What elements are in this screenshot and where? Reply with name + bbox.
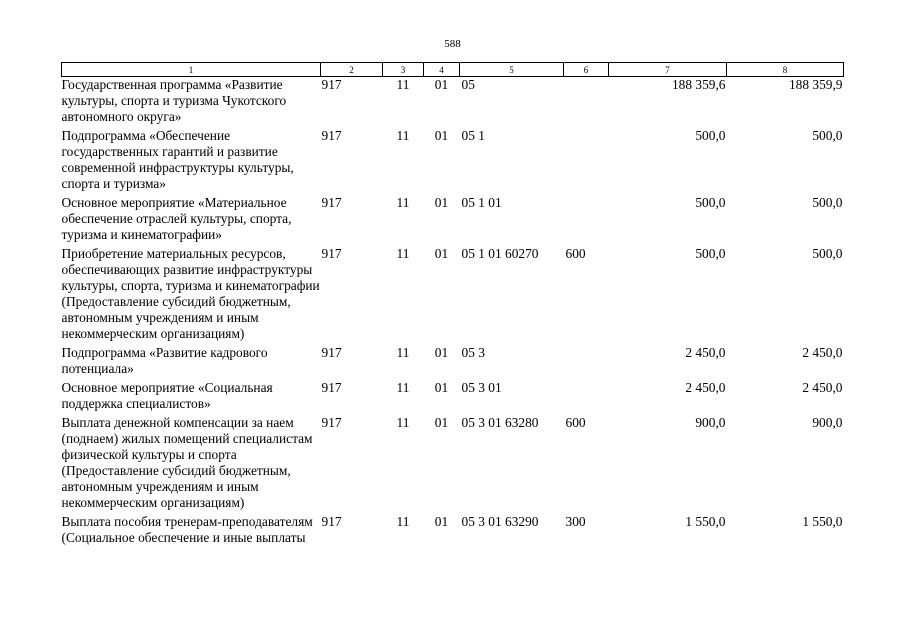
table-row: [62, 77, 844, 129]
row-col3: 11: [396, 195, 410, 210]
row-col4: 01: [434, 195, 449, 210]
row-col6: 300: [565, 514, 586, 529]
row-col7: 500,0: [695, 195, 726, 210]
row-col2: 917: [321, 345, 342, 360]
row-col8: 500,0: [812, 128, 843, 143]
row-col4: 01: [434, 77, 449, 92]
row-col5: 05 3 01 63280: [461, 415, 539, 430]
row-col6: 600: [565, 415, 586, 430]
row-col4: 01: [434, 415, 449, 430]
row-col2: 917: [321, 77, 342, 92]
row-col3: 11: [396, 380, 410, 395]
row-name: Приобретение материальных ресурсов, обеспечивающих развитие инфраструктуры культуры, спорта, туризма и кинематографии (Предоставление субсидий бюджетным, автономным учреждениям и иным некоммерческим организациям): [61, 246, 320, 341]
row-col8: 188 359,9: [788, 77, 843, 92]
row-col4: 01: [434, 246, 449, 261]
row-name: Выплата денежной компенсации за наем (поднаем) жилых помещений специалистам физической культуры и спорта (Предоставление субсидий бюджетным, автономным учреждениям и иным некоммерческим организациям): [61, 415, 313, 510]
row-col5: 05 1 01 60270: [461, 246, 539, 261]
row-col5: 05 1 01: [461, 195, 502, 210]
row-col7: 2 450,0: [685, 345, 726, 360]
row-col8: 2 450,0: [802, 345, 843, 360]
row-col3: 11: [396, 514, 410, 529]
budget-table: [61, 62, 844, 549]
row-col6: [564, 77, 609, 129]
table-row: [62, 380, 844, 415]
header-cell: 7: [609, 63, 727, 77]
row-col8: 2 450,0: [802, 380, 843, 395]
header-cell: 3: [383, 63, 424, 77]
page-number: 588: [444, 38, 461, 50]
row-col8: 900,0: [812, 415, 843, 430]
row-col4: 01: [434, 345, 449, 360]
row-col3: 11: [396, 415, 410, 430]
header-cell: 6: [564, 63, 609, 77]
row-col6: [564, 345, 609, 380]
table-row: [62, 514, 844, 549]
row-col2: 917: [321, 380, 342, 395]
row-col2: 917: [321, 128, 342, 143]
row-col8: 1 550,0: [802, 514, 843, 529]
table-row: [62, 195, 844, 246]
header-cell: 2: [321, 63, 383, 77]
row-name: Основное мероприятие «Материальное обеспечение отраслей культуры, спорта, туризма и кинематографии»: [61, 195, 292, 242]
row-name: Подпрограмма «Обеспечение государственных гарантий и развитие современной инфраструктуры культуры, спорта и туризма»: [61, 128, 294, 191]
header-cell: 1: [62, 63, 321, 77]
row-col6: 600: [565, 246, 586, 261]
row-col3: 11: [396, 128, 410, 143]
row-col7: 500,0: [695, 128, 726, 143]
row-col5: 05 1: [461, 128, 485, 143]
header-cell: 4: [424, 63, 460, 77]
table-row: [62, 345, 844, 380]
header-cell: 8: [727, 63, 844, 77]
table-row: [62, 246, 844, 345]
row-col6: [564, 195, 609, 246]
row-col2: 917: [321, 246, 342, 261]
table-row: [62, 128, 844, 195]
table-row: [62, 415, 844, 514]
row-col4: 01: [434, 514, 449, 529]
row-col5: 05 3 01 63290: [461, 514, 539, 529]
row-col3: 11: [396, 345, 410, 360]
row-col5: 05: [461, 77, 475, 92]
row-col3: 11: [396, 246, 410, 261]
row-name: Основное мероприятие «Социальная поддержка специалистов»: [61, 380, 273, 411]
row-col7: 2 450,0: [685, 380, 726, 395]
row-col7: 1 550,0: [685, 514, 726, 529]
row-col5: 05 3 01: [461, 380, 502, 395]
row-col8: 500,0: [812, 195, 843, 210]
row-col8: 500,0: [812, 246, 843, 261]
row-col2: 917: [321, 514, 342, 529]
row-col3: 11: [396, 77, 410, 92]
row-col2: 917: [321, 415, 342, 430]
header-row: [62, 63, 844, 77]
row-col7: 188 359,6: [671, 77, 726, 92]
row-name: Государственная программа «Развитие культуры, спорта и туризма Чукотского автономного округа»: [61, 77, 287, 124]
row-col5: 05 3: [461, 345, 485, 360]
row-col4: 01: [434, 380, 449, 395]
row-col7: 500,0: [695, 246, 726, 261]
row-name: Подпрограмма «Развитие кадрового потенциала»: [61, 345, 268, 376]
row-col6: [564, 380, 609, 415]
row-col2: 917: [321, 195, 342, 210]
header-cell: 5: [460, 63, 564, 77]
row-col4: 01: [434, 128, 449, 143]
row-col7: 900,0: [695, 415, 726, 430]
row-name: Выплата пособия тренерам-преподавателям (Социальное обеспечение и иные выплаты: [61, 514, 313, 545]
row-col6: [564, 128, 609, 195]
